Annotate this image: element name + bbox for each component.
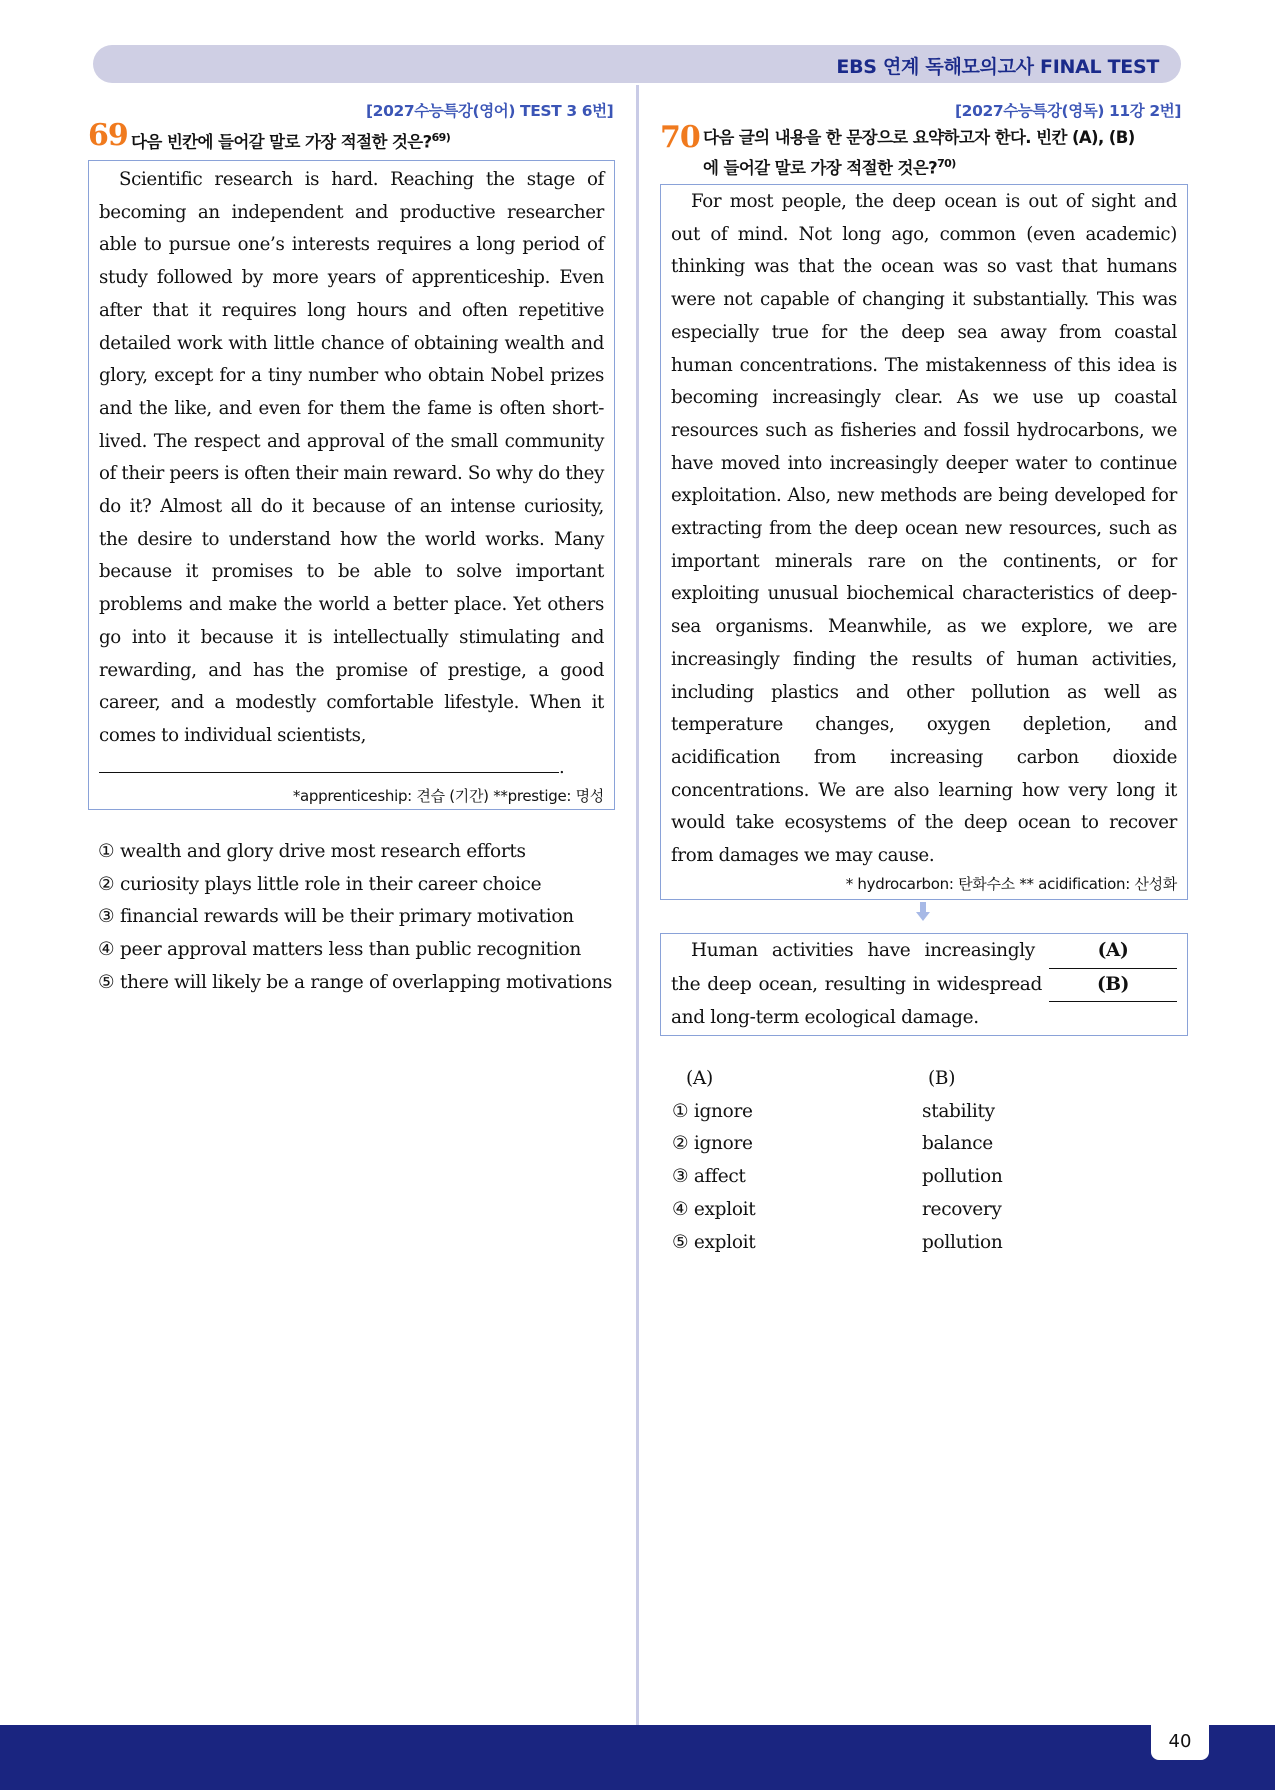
- choice-text: there will likely be a range of overlapping motivations: [120, 971, 613, 993]
- choice-number: ④: [98, 939, 115, 961]
- q70-choice-1[interactable]: [672, 1096, 1002, 1129]
- col-b-header: (B): [928, 1068, 956, 1089]
- q69-choice-5[interactable]: [98, 967, 612, 1000]
- choice-number: ②: [672, 1133, 689, 1155]
- q69-passage: Scientific research is hard. Reaching the stage of becoming an independent and productive researcher able to pursue one’s interests requires a long period of study followed by more years of apprenticeship. Even after that it requires long hours and often repetitive detailed work with little chance of obtaining wealth and glory, except for a tiny number who obtain Nobel prizes and the like, and even for them the fame is often short-lived. The respect and approval of the small community of their peers is often their main reward. So why do they do it? Almost all do it because of an intense curiosity, the desire to understand how the world works. Many because it promises to be able to solve important problems and make the world a better place. Yet others go into it because it is intellectually stimulating and rewarding, and has the promise of prestige, a good career, and a modestly comfortable lifestyle. When it comes to individual scientists,: [99, 169, 604, 746]
- choice-number: ④: [672, 1198, 689, 1220]
- choice-number: ⑤: [672, 1231, 689, 1253]
- q70-footnote-ref: 70): [937, 157, 956, 170]
- choice-number: ①: [98, 841, 115, 862]
- q69-blank-end: .: [559, 756, 565, 778]
- choice-b: pollution: [922, 1166, 1003, 1188]
- choice-text: peer approval matters less than public recognition: [120, 939, 581, 961]
- arrow-down-icon: [916, 902, 930, 922]
- choice-a-text: exploit: [693, 1231, 756, 1253]
- q70-choice-3[interactable]: [672, 1161, 1002, 1194]
- choice-b: recovery: [922, 1198, 1002, 1220]
- choice-b: pollution: [922, 1231, 1003, 1253]
- q70-prompt: [703, 151, 956, 182]
- q70-summary: [671, 935, 1177, 1035]
- q69-note: *apprenticeship: 견습 (기간) **prestige: 명성: [292, 786, 604, 805]
- header-title: EBS 연계 독해모의고사 FINAL TEST: [836, 56, 1159, 78]
- choice-a: [672, 1096, 922, 1129]
- q69-passage-box: [88, 160, 615, 810]
- q70-passage-box: [660, 184, 1188, 900]
- q70-prompt-line1: 다음 글의 내용을 한 문장으로 요약하고자 한다. 빈칸 (A), (B): [703, 128, 1135, 147]
- choice-a: [672, 1227, 922, 1260]
- q69-choice-1[interactable]: [98, 836, 612, 869]
- choice-text: wealth and glory drive most research efforts: [120, 841, 526, 862]
- q69-source: [2027수능특강(영어) TEST 3 6번]: [366, 102, 614, 120]
- choice-b: balance: [922, 1133, 993, 1155]
- q69-blank-row: [99, 753, 604, 783]
- choice-number: ③: [672, 1166, 689, 1188]
- q70-choice-2[interactable]: [672, 1128, 1002, 1161]
- summary-part2: the deep ocean, resulting in widespread: [671, 973, 1042, 995]
- q69-choice-3[interactable]: [98, 901, 612, 934]
- q70-passage: For most people, the deep ocean is out of sight and out of mind. Not long ago, common (even academic) thinking was that the ocean was so vast that humans were not capable of changing it substantially. This was especially true for the deep sea away from coastal human concentrations. The mistakenness of this idea is becoming increasingly clear. As we use up coastal resources such as fisheries and fossil hydrocarbons, we have moved into increasingly deeper water to continue exploitation. Also, new methods are being developed for extracting from the deep ocean new resources, such as important minerals rare on the continents, or for exploiting unusual biochemical characteristics of deep-sea organisms. Meanwhile, as we explore, we are increasingly finding the results of human activities, including plastics and other pollution as well as temperature changes, oxygen depletion, and acidification from increasing carbon dioxide concentrations. We are also learning how very long it would take ecosystems of the deep ocean to recover from damages we may cause.: [671, 191, 1177, 867]
- summary-part3: and long-term ecological damage.: [671, 1007, 979, 1029]
- header-bar: [93, 45, 1181, 83]
- q69-prompt-text: 다음 빈칸에 들어갈 말로 가장 적절한 것은?: [131, 132, 432, 152]
- column-divider: [636, 85, 639, 1725]
- choice-a-text: ignore: [693, 1133, 753, 1155]
- choice-a: [672, 1161, 922, 1194]
- q70-number: 70: [660, 120, 700, 155]
- choice-number: ①: [672, 1100, 689, 1122]
- q70-note: * hydrocarbon: 탄화수소 ** acidification: 산성화: [845, 874, 1177, 893]
- choice-a-text: affect: [693, 1166, 746, 1188]
- choice-b: stability: [922, 1100, 995, 1122]
- q70-choice-5[interactable]: [672, 1227, 1002, 1260]
- choice-text: curiosity plays little role in their career choice: [120, 873, 542, 895]
- q69-prompt: [131, 125, 450, 156]
- q70-source: [2027수능특강(영독) 11강 2번]: [955, 102, 1182, 120]
- summary-blank-a: (A): [1049, 935, 1177, 969]
- q70-choice-4[interactable]: [672, 1194, 1002, 1227]
- q69-choice-2[interactable]: [98, 869, 612, 902]
- footer-bar: [0, 1725, 1275, 1790]
- choice-a-text: ignore: [693, 1100, 753, 1122]
- choice-a: [672, 1194, 922, 1227]
- choice-number: ②: [98, 873, 115, 895]
- choice-a-text: exploit: [693, 1198, 756, 1220]
- choice-number: ⑤: [98, 971, 115, 993]
- summary-blank-b: (B): [1049, 969, 1177, 1003]
- page-number: 40: [1151, 1724, 1209, 1760]
- summary-part1: Human activities have increasingly: [691, 940, 1035, 961]
- col-a-header: (A): [686, 1068, 713, 1089]
- q70-summary-box: [660, 933, 1188, 1036]
- q69-choice-4[interactable]: [98, 934, 612, 967]
- q69-blank: [99, 754, 559, 773]
- q70-choices: [672, 1063, 1002, 1259]
- q70-choices-header: [672, 1063, 1002, 1096]
- q69-choices: [98, 836, 612, 1000]
- q69-number: 69: [88, 118, 128, 153]
- choice-number: ③: [98, 906, 115, 928]
- choice-text: financial rewards will be their primary motivation: [120, 906, 574, 928]
- choice-a: [672, 1128, 922, 1161]
- q70-prompt-line2: 에 들어갈 말로 가장 적절한 것은?: [703, 158, 938, 178]
- q69-footnote-ref: 69): [431, 131, 451, 144]
